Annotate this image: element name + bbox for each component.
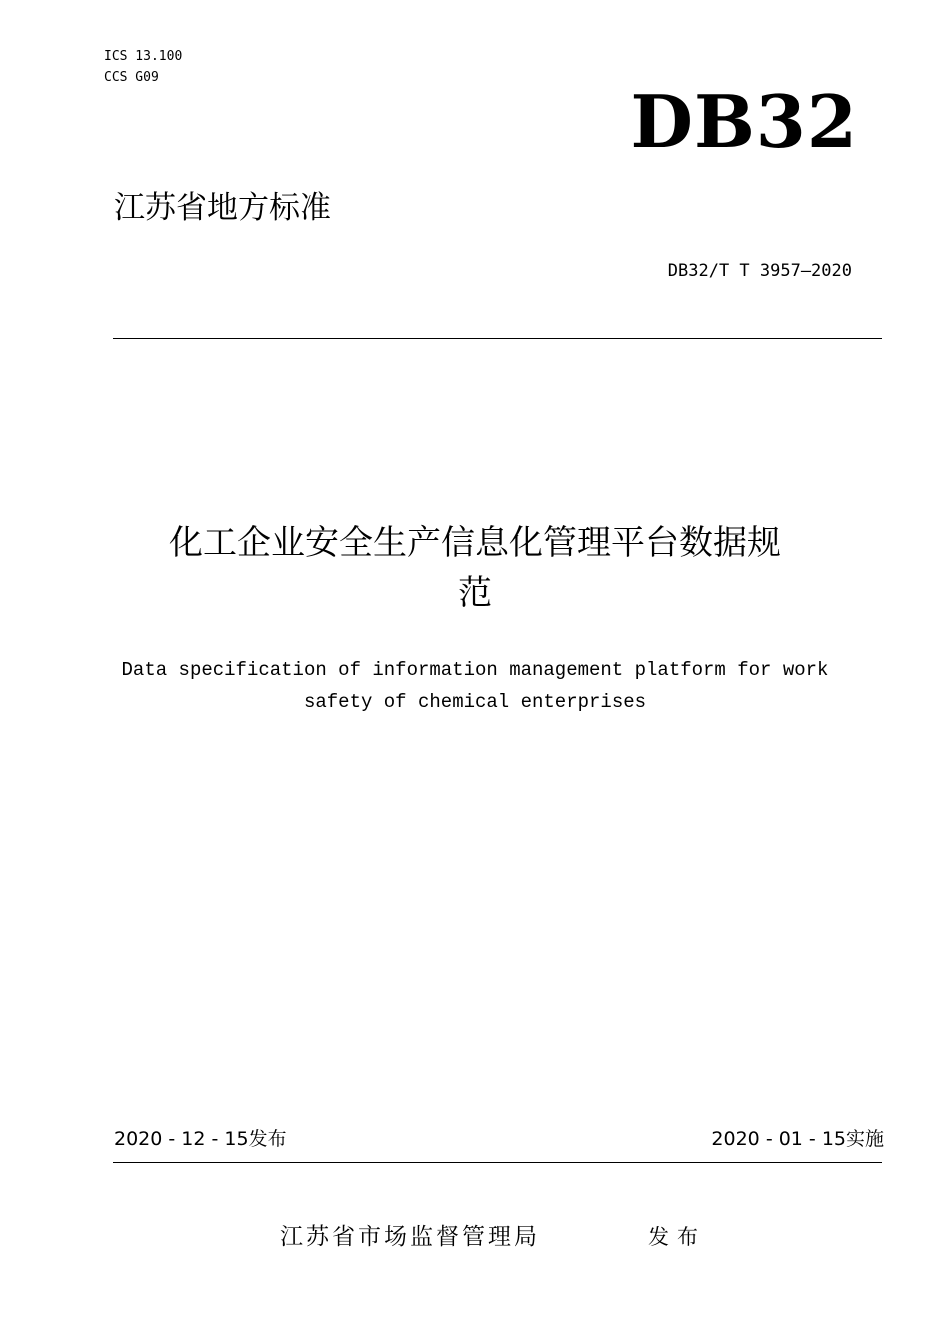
standard-type: 江苏省地方标准: [114, 190, 331, 226]
issuer-name: 江苏省市场监督管理局: [280, 1224, 540, 1250]
english-title-line-2: safety of chemical enterprises: [303, 691, 647, 713]
issue-label: 发布: [648, 1225, 706, 1249]
english-title-line-1: Data specification of information management platform for work: [121, 659, 829, 681]
standard-code: DB32/T T 3957—2020: [667, 261, 852, 281]
ccs-code: CCS G09: [104, 70, 159, 85]
english-title: [0, 654, 950, 718]
db32-logo: DB32: [630, 79, 858, 164]
issue-date: 2020 - 12 - 15发布: [114, 1128, 287, 1150]
chinese-title: [0, 518, 950, 618]
top-divider: [113, 338, 882, 339]
implementation-date: 2020 - 01 - 15实施: [711, 1128, 884, 1150]
ics-code: ICS 13.100: [104, 49, 183, 64]
chinese-title-line-1: 化工企业安全生产信息化管理平台数据规: [169, 523, 781, 563]
chinese-title-line-2: 范: [458, 573, 492, 613]
bottom-divider: [113, 1162, 882, 1163]
